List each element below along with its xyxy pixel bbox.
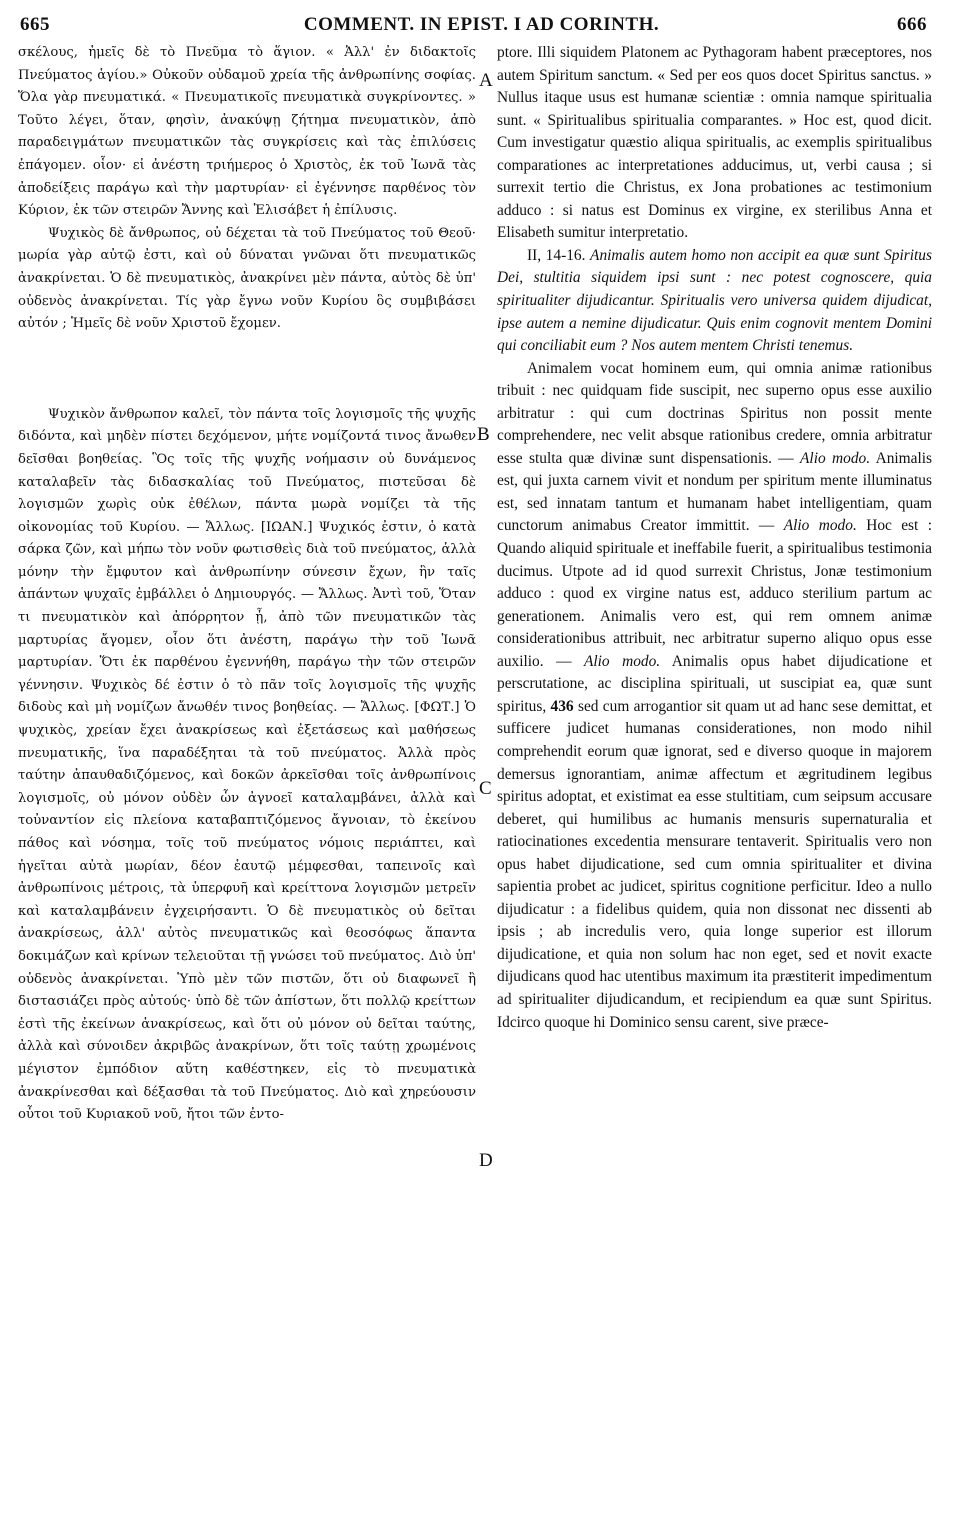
greek-paragraph-1: σκέλους, ἡμεῖς δὲ τὸ Πνεῦμα τὸ ἅγιον. « Ἀλλ' ἐν διδακτοῖς Πνεύματος ἁγίου.» Οὐκοῦν οὐδαμοῦ χρεία τῆς ἀνθρωπίνης σοφίας. Ὅλα γὰρ πνευματικά. « Πνευματικοῖς πνευματικὰ συγκρίνοντες. » Τοῦτο λέγει, ὅταν, φησὶν, ἀνακύψῃ ζήτημα πνευματικὸν, ἀπὸ παραδειγμάτων πνευματικῶν τὰς συγκρίσεις καὶ τὰς ἐπιλύσεις ἐπάγομεν. οἷον· εἰ ἀνέστη τριήμερος ὁ Χριστὸς, ἐκ τοῦ Ἰωνᾶ τὰς ἀποδείξεις παράγω καὶ τὴν μαρτυρίαν· εἰ ἐγέννησε παρθένος τὸν Κύριον, ἐκ τῶν στειρῶν Ἄννης καὶ Ἐλισάβετ ἡ ἐπίλυσις. — [18, 45, 476, 219]
latin-paragraph-1: ptore. Illi siquidem Platonem ac Pythagoram habent præceptores, nos autem Spiritum sanctum. « Sed per eos quos docet Spiritus sanctus. » Nullus itaque usus est humanæ scientiæ : omnia namque spiritualia sunt. « Spiritualibus spiritualia comparantes. » Hoc est, quod dicit. Cum investigatur quæstio aliqua spiritualis, ac exemplis spiritualibus comparationes ac interpretationes adducimus, ut, verbi causa ; si surrexit tertio die Christus, ex Jona probationes ac testimonium adduco : si natus est Dominus ex virgine, ex sterilibus Anna et Elisabeth sumitur interpretatio. — [497, 44, 932, 242]
latin-commentary-paragraph — [497, 358, 932, 1034]
alio-modo-2: Alio modo. — [783, 517, 857, 535]
margin-marker-c: C — [479, 778, 492, 799]
verse-text: Animalis autem homo non accipit ea quæ sunt Spiritus Dei, stultitia siquidem ipsi sunt : nec potest cognoscere, quia spiritualiter dijudicantur. Spiritualis vero universa quidem dijudicat, ipse autem a nemine dijudicatur. Quis enim cognovit mentem Domini qui conciliabit eum ? Nos autem mentem Christi tenemus. — [497, 246, 932, 355]
verse-reference: II, 14-16. — [527, 246, 586, 264]
greek-gap — [18, 336, 476, 404]
running-title: COMMENT. IN EPIST. I AD CORINTH. — [303, 14, 660, 35]
commentary-text-b: Animalis est, qui juxta carnem vivit et nondum per spiritum mente illuminatus est, sed innatam tantum et humanam habet intelligentiam, quam cunctorum animabus Creator immittit. — — [497, 449, 933, 535]
alio-modo-3: Alio modo. — [583, 652, 661, 670]
latin-verse-paragraph — [497, 245, 932, 358]
commentary-text-d: Animalis opus habet dijudicatione et perscrutatione, ac disciplina spirituali, ut suscipiat ea, quæ sunt spiritus, — [497, 652, 932, 715]
alio-modo-1: Alio modo. — [800, 449, 871, 467]
commentary-text-e: sed cum arrogantior sit quam ut ad hanc sese demittat, et sufficere judicet humanas considerationes, non modo nihil comprehendit eorum quæ ignorat, sed e diverso quoque in majorem demersus ignorantiam, animæ affectum et ægritudinem legibus spiritus adoptat, et existimat ea esse stultitiam, cum seipsum accusare deberet, qui humilibus ac humanis mensuris supernaturalia et ratiocinationes excedentia mensurare tentaverit. Spiritualis vero non opus habet dijudicatione, sed cum omnia spiritualiter et divina sapientia probet ac judicet, spiritus cognitione perficitur. Ideo a nullo dijudicatur : a fidelibus quidem, quia non dissonat nec dissenti ab ipsis ; ab incredulis vero, quia longe superior est illorum dijudicatione, et quia non solum hac non eget, sed et novit exacte dijudicans quod hac utentibus maximum ita præstiterit impedimentum ad spiritualiter dijudicandum, et recipiendum ea quæ sunt Spiritus. Idcirco quoque hi Dominico sensu carent, sive præce- — [497, 697, 932, 1031]
greek-verse-paragraph: Ψυχικὸς δὲ ἄνθρωπος, οὐ δέχεται τὰ τοῦ Πνεύματος τοῦ Θεοῦ· μωρία γὰρ αὐτῷ ἐστι, καὶ οὐ δύναται γνῶναι ὅτι πνευματικῶς ἀνακρίνεται. Ὁ δὲ πνευματικὸς, ἀνακρίνει μὲν πάντα, αὐτὸς δὲ ὑπ' οὐδενὸς ἀνακρίνεται. Τίς γὰρ ἔγνω νοῦν Κυρίου ὃς συμβιβάσει αὐτόν ; Ἡμεῖς δὲ νοῦν Χριστοῦ ἔχομεν. — [18, 225, 476, 332]
column-number: 436 — [550, 697, 574, 715]
margin-marker-a: A — [479, 70, 493, 91]
commentary-text-a: Animalem vocat hominem eum, qui omnia animæ rationibus tribuit : nec quidquam fide suscipit, nec superno opus esse auxilio arbitratur : qui cum doctrinas Spiritus non possit mente comprehendere, nec velit absque rationibus credere, omnia arbitratur esse stulta quæ divinæ sunt dispensationis. — — [497, 359, 932, 467]
page-number-left: 665 — [20, 14, 50, 35]
page-number-right: 666 — [897, 14, 927, 35]
greek-commentary-paragraph: Ψυχικὸν ἄνθρωπον καλεῖ, τὸν πάντα τοῖς λογισμοῖς τῆς ψυχῆς διδόντα, καὶ μηδὲν πίστει δεχόμενον, μήτε νομίζοντά τινος ἄνωθεν δεῖσθαι βοηθείας. Ὃς τοῖς τῆς ψυχῆς νοήμασιν οὐ δυνάμενος καταλαβεῖν τὰς διδασκαλίας τοῦ Πνεύματος, πιστεῦσαι δὲ λογισμῶν χωρὶς οὐκ ἐθέλων, πάντα μωρὰ νομίζει τὰ τῆς οἰκονομίας τοῦ Κυρίου. — Ἄλλως. [ΙΩΑΝ.] Ψυχικός ἐστιν, ὁ κατὰ σάρκα ζῶν, καὶ μήπω τὸν νοῦν φωτισθεὶς διὰ τοῦ πνεύματος, ἀλλὰ μόνην τὴν ἔμφυτον καὶ ἀνθρωπίνην σύνεσιν ἔχων, ἣν ταῖς ἁπάντων ψυχαῖς ἐμβάλλει ὁ Δημιουργός. — Ἄλλως. Ἀντὶ τοῦ, Ὅταν τι πνευματικὸν καὶ ἀπόρρητον ᾖ, ἀπὸ τῶν πνευματικῶν τὰς μαρτυρίας ἄγομεν, οἷον ὅτι ἀνέστη, παράγω τὴν τοῦ Ἰωνᾶ μαρτυρίαν. Ὅτι ἐκ παρθένου ἐγεννήθη, παράγω τὴν τῶν στειρῶν γέννησιν. Ψυχικὸς δέ ἐστιν ὁ τὸ πᾶν τοῖς λογισμοῖς τῆς ψυχῆς διδοὺς καὶ μὴ νομίζων ἄνωθέν τινος βοηθείας. — Ἄλλως. [ΦΩΤ.] Ὁ ψυχικὸς, χρείαν ἔχει ἀνακρίσεως καὶ ἐξετάσεως καὶ μαθήσεως πνευματικῆς, ἵνα παραδέξηται τὰ τοῦ πνεύματος. Ἀλλὰ πρὸς ταύτην ἀπαυθαδιζόμενος, καὶ δοκῶν ἀρκεῖσθαι τοῖς ἀνθρωπίνοις λογισμοῖς, οὐ μόνον οὐδὲν ὧν ἀγνοεῖ καταλαμβάνει, ἀλλὰ καὶ τοὐναντίον εἰς πλείονα καταβαπτιζόμενος ἄγνοιαν, τὸ ἐκείνου πάθος καὶ νόσημα, τοῖς τοῦ πνεύματος νόμοις περιάπτει, καὶ ἡγεῖται αὐτὰ μωρίαν, δέον ἑαυτῷ μέμφεσθαι, ταπεινοῖς καὶ ἀνθρωπίνοις μέτροις, τὰ ὑπερφυῆ καὶ κρείττονα λογισμῶν μετρεῖν καὶ καταλαμβάνειν ἐγχειρήσαντι. Ὁ δὲ πνευματικὸς οὐ δεῖται ἀνακρίσεως, ἀλλ' αὐτὸς πνευματικῶς καὶ θεοσόφως ἅπαντα δοκιμάζων καὶ κρίνων τελειοῦται τῇ γνώσει τοῦ πνεύματος. Διὸ ὑπ' οὐδενὸς ἀνακρίνεται. Ὑπὸ μὲν τῶν πιστῶν, ὅτι οὐ διαφωνεῖ ἢ διστασιάζει πρὸς αὐτούς· ὑπὸ δὲ τῶν ἀπίστων, ὅτι πολλῷ κρείττων ἐστὶ τῆς ἐκείνων ἀνακρίσεως, καὶ ὅτι οὐ μόνον οὐ δεῖται ταύτης, ἀλλὰ καὶ σύνοιδεν ἀκριβῶς ἀνακρίνων, ὅτι τοῖς ταύτῃ χρωμένοις μέγιστον ἐμπόδιον αὕτη καθέστηκεν, εἰς τὸ πνευματικὰ ἀνακρίνεσθαι καὶ δέξασθαι τὰ τοῦ Πνεύματος. Διὸ καὶ χηρεύουσιν οὗτοι τοῦ Κυριακοῦ νοῦ, ἤτοι τῶν ἐντο- — [18, 406, 476, 1123]
commentary-text-c: Hoc est : Quando aliquid spirituale et ineffabile fuerit, a spiritualibus testimonia ducimus. Utpote ad id quod surrexit Christus, Jonæ testimonium adduco : quod ex virgine natus est, adduco sterilium partum ac generationem. Animalis vero est, qui rem omnem animæ considerationibus attribuit, nec arbitratur superno aliquo opus esse auxilio. — — [497, 517, 932, 670]
margin-marker-b: B — [477, 424, 490, 445]
margin-marker-d: D — [479, 1150, 493, 1171]
page-header — [0, 14, 963, 44]
greek-column — [18, 42, 476, 1127]
latin-column — [497, 42, 932, 1034]
